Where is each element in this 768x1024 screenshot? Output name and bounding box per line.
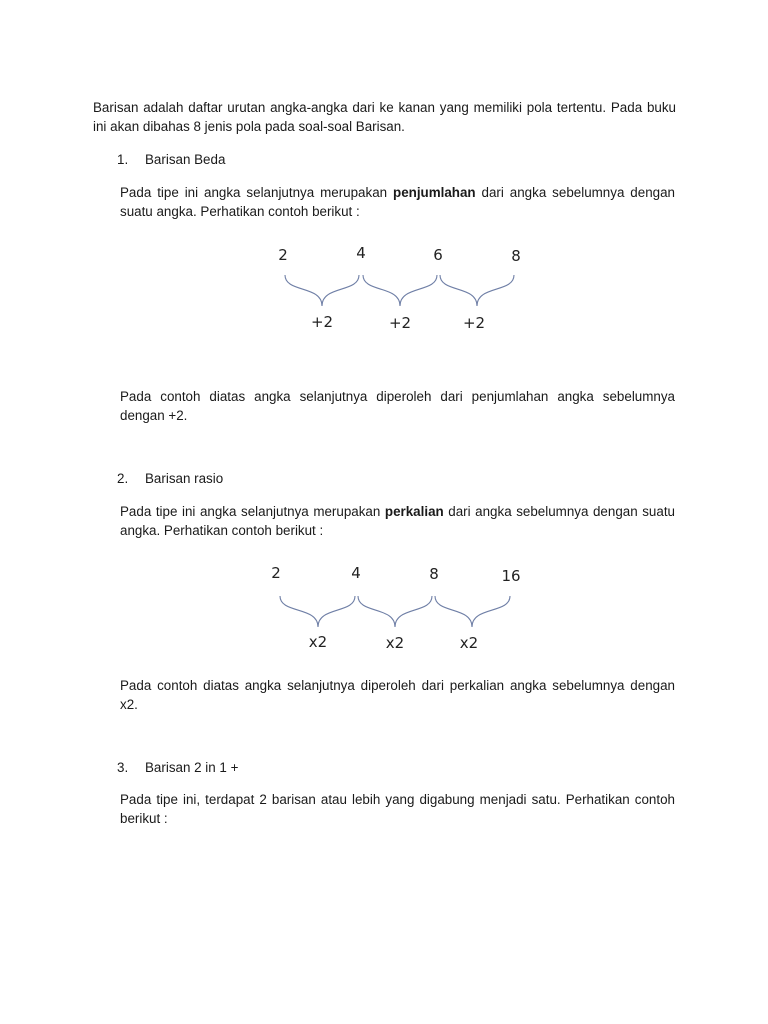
sequence-term: 16: [501, 567, 521, 585]
intro-paragraph: Barisan adalah daftar urutan angka-angka dari ke kanan yang memiliki pola tertentu. Pada buku ini akan dibahas 8 jenis pola pada soal-soal Barisan.: [93, 100, 676, 134]
step-label: x2: [459, 634, 479, 652]
section-2-desc-keyword: perkalian: [384, 504, 444, 519]
section-1-desc-keyword: penjumlahan: [393, 185, 476, 200]
sequence-term: 2: [271, 564, 281, 582]
brace: [435, 596, 510, 627]
brace: [358, 596, 432, 627]
section-3-desc-text: Pada tipe ini, terdapat 2 barisan atau lebih yang digabung menjadi satu. Perhatikan contoh berikut :: [120, 792, 675, 826]
section-1-title: Barisan Beda: [145, 152, 226, 167]
section-1-desc-text: Pada tipe ini angka selanjutnya merupakan: [120, 185, 394, 200]
section-1-desc-text-end: dari angka sebelumnya dengan suatu angka. Perhatikan contoh berikut :: [120, 185, 675, 219]
step-label: x2: [385, 634, 405, 652]
section-3-number: 3.: [117, 760, 129, 775]
step-label: +2: [310, 313, 334, 331]
section-2-number: 2.: [117, 471, 129, 486]
step-label: x2: [308, 633, 328, 651]
brace: [280, 596, 355, 627]
section-2-conclusion: Pada contoh diatas angka selanjutnya diperoleh dari perkalian angka sebelumnya dengan x2.: [120, 678, 675, 712]
section-2-desc-text: Pada tipe ini angka selanjutnya merupakan: [120, 504, 385, 519]
sequence-term: 2: [278, 246, 288, 264]
section-1-number: 1.: [117, 152, 129, 167]
section-3-title: Barisan 2 in 1 +: [145, 760, 239, 775]
step-label: +2: [462, 314, 486, 332]
section-2-title: Barisan rasio: [145, 471, 224, 486]
step-label: +2: [388, 314, 412, 332]
sequence-term: 8: [429, 565, 439, 583]
sequence-term: 4: [351, 564, 361, 582]
section-3-description: [120, 790, 675, 828]
section-2-desc-text-end: dari angka sebelumnya dengan suatu angka. Perhatikan contoh berikut :: [120, 504, 675, 538]
sequence-term: 4: [356, 244, 366, 262]
sequence-term: 8: [511, 247, 521, 265]
sequence-term: 6: [433, 246, 443, 264]
section-1-conclusion: Pada contoh diatas angka selanjutnya diperoleh dari penjumlahan angka sebelumnya dengan +2.: [120, 389, 675, 423]
